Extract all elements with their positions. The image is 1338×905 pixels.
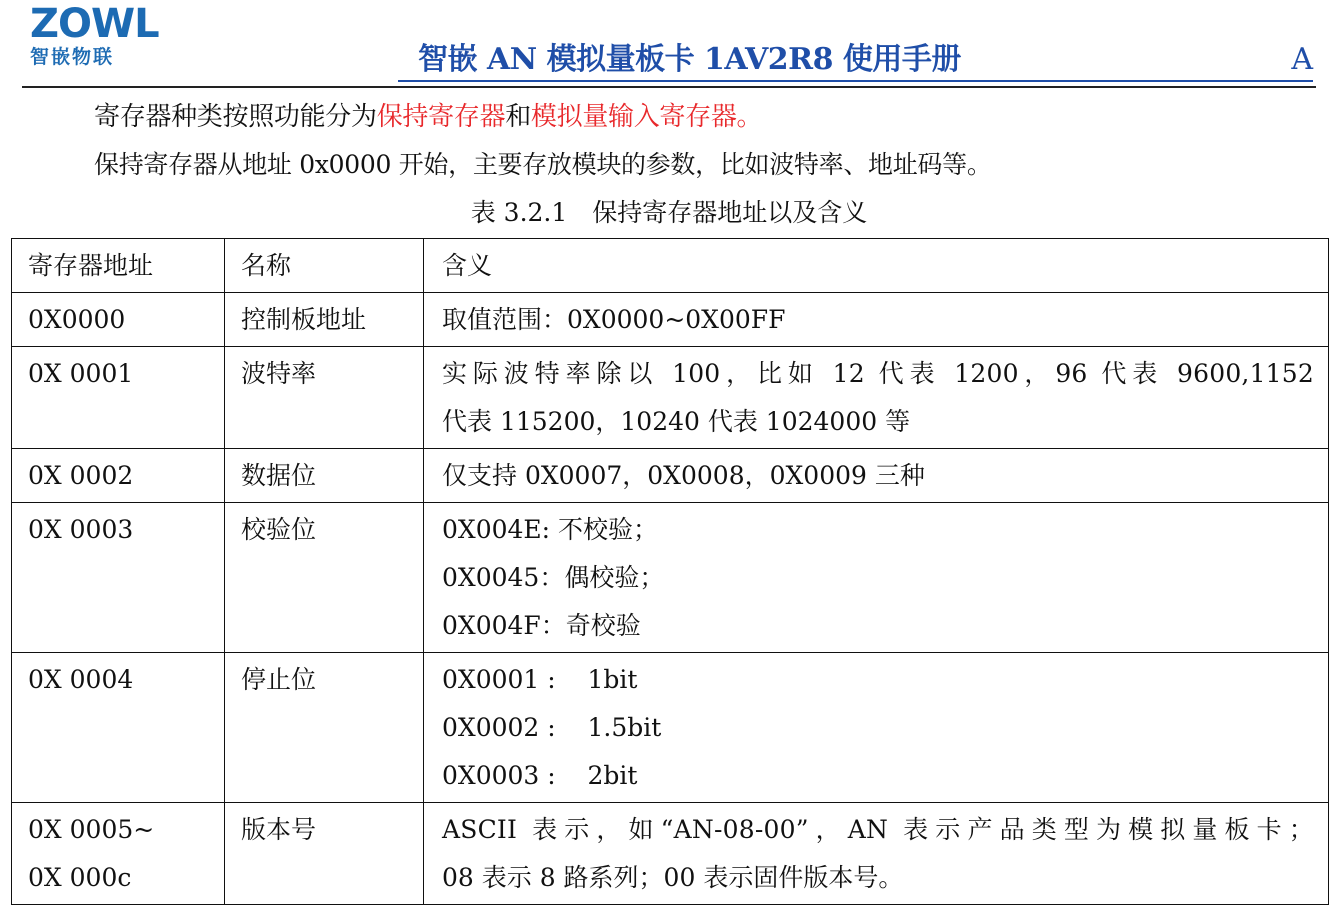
- cell-name: 数据位: [225, 449, 424, 503]
- cell-line: 仅支持 0X0007，0X0008，0X0009 三种: [442, 461, 925, 490]
- cell-address: [12, 293, 225, 347]
- cell-line: 0X 0001: [28, 359, 134, 388]
- cell-line: 实际波特率除以 100，比如 12 代表 1200，96 代表 9600,1152: [442, 359, 1314, 388]
- table-caption: 表 3.2.1 保持寄存器地址以及含义: [470, 198, 868, 227]
- cell-line: 0X004F：奇校验: [442, 611, 641, 640]
- table-row: [12, 449, 1329, 503]
- holding-register-table: [11, 238, 1329, 905]
- cell-name: 停止位: [225, 653, 424, 803]
- cell-name: 版本号: [225, 803, 424, 905]
- cell-line: 0X0001 : 1bit: [442, 665, 638, 694]
- cell-meaning: [424, 803, 1329, 905]
- cell-line: 0X004E: 不校验；: [442, 515, 659, 544]
- header-cell-address: 寄存器地址: [12, 239, 225, 293]
- highlight-holding-registers: 保持寄存器: [376, 102, 506, 132]
- intro-text: 寄存器种类按照功能分为: [94, 102, 377, 132]
- cell-meaning: [424, 347, 1329, 449]
- header-divider: [22, 86, 1316, 88]
- table-row: [12, 293, 1329, 347]
- cell-name: 校验位: [225, 503, 424, 653]
- intro-paragraph-register-types: [94, 99, 762, 135]
- header-cell-meaning: 含义: [424, 239, 1329, 293]
- cell-line: 08 表示 8 路系列；00 表示固件版本号。: [442, 863, 904, 892]
- cell-line: 0X 000c: [28, 863, 132, 892]
- cell-address: [12, 503, 225, 653]
- cell-name: 控制板地址: [225, 293, 424, 347]
- cell-line: 0X0002 : 1.5bit: [442, 713, 662, 742]
- cell-address: [12, 347, 225, 449]
- highlight-input-registers: 模拟量输入寄存器。: [530, 102, 763, 132]
- cell-address: [12, 653, 225, 803]
- manual-title-bar: [398, 40, 1313, 82]
- manual-title: 智嵌 AN 模拟量板卡 1AV2R8 使用手册: [418, 42, 961, 77]
- cell-line: 0X0045：偶校验；: [442, 563, 665, 592]
- table-header-row: [12, 239, 1329, 293]
- logo-chinese-name: 智嵌物联: [30, 46, 115, 68]
- cell-name: 波特率: [225, 347, 424, 449]
- cell-line: 0X 0003: [28, 515, 134, 544]
- table-row: [12, 653, 1329, 803]
- intro-paragraph-holding-registers: 保持寄存器从地址 0x0000 开始，主要存放模块的参数，比如波特率、地址码等。: [94, 150, 992, 179]
- cell-address: [12, 449, 225, 503]
- cell-line: ASCII 表示，如“AN-08-00”，AN 表示产品类型为模拟量板卡；: [442, 815, 1314, 844]
- cell-line: 0X0000: [28, 305, 126, 334]
- table-row: [12, 503, 1329, 653]
- cell-line: 0X 0002: [28, 461, 134, 490]
- cell-meaning: [424, 449, 1329, 503]
- cell-line: 代表 115200，10240 代表 1024000 等: [442, 407, 911, 436]
- logo-wordmark: ZOWL: [30, 1, 159, 47]
- header-cell-name: 名称: [225, 239, 424, 293]
- cell-line: 取值范围：0X0000~0X00FF: [442, 305, 786, 334]
- cell-meaning: [424, 503, 1329, 653]
- intro-text-and: 和: [505, 102, 531, 132]
- zowl-logo: [30, 1, 180, 74]
- cell-line: 0X 0004: [28, 665, 134, 694]
- cell-meaning: [424, 293, 1329, 347]
- cell-line: 0X 0005~: [28, 815, 155, 844]
- cell-address: [12, 803, 225, 905]
- manual-version: A: [1291, 42, 1313, 77]
- cell-line: 0X0003 : 2bit: [442, 761, 638, 790]
- table-row: [12, 803, 1329, 905]
- cell-meaning: [424, 653, 1329, 803]
- table-row: [12, 347, 1329, 449]
